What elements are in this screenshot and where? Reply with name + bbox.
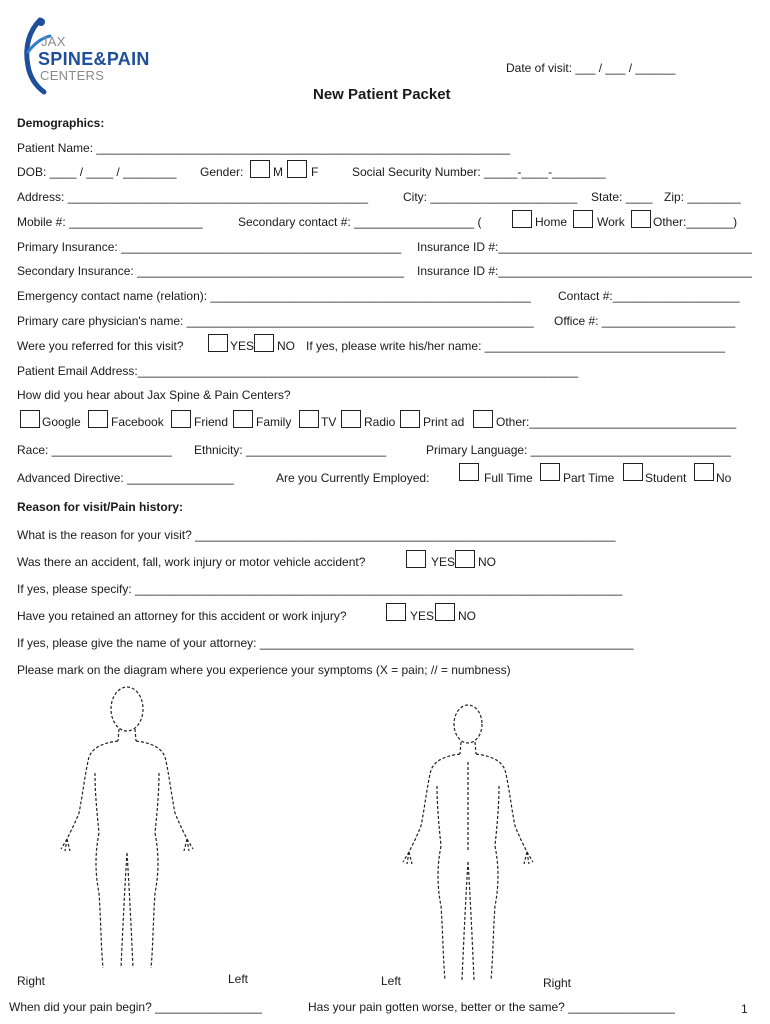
logo-line2: SPINE&PAIN: [38, 49, 150, 69]
facebook-checkbox[interactable]: [88, 410, 108, 428]
primary-insurance-field[interactable]: Primary Insurance: __________________________________________: [17, 240, 402, 254]
referred-yes-label: YES: [230, 339, 255, 353]
attorney-yes-checkbox[interactable]: [386, 603, 406, 621]
other-hear-checkbox[interactable]: [473, 410, 493, 428]
mobile-field[interactable]: Mobile #: ____________________: [17, 215, 203, 229]
emergency-contact-number-field[interactable]: Contact #:___________________: [558, 289, 740, 303]
full-time-label: Full Time: [484, 471, 533, 485]
pain-begin-field[interactable]: When did your pain begin? ________________: [9, 1000, 262, 1014]
referred-label: Were you referred for this visit?: [17, 339, 184, 353]
referred-no-label: NO: [277, 339, 295, 353]
gender-label: Gender:: [200, 165, 244, 179]
gender-m-label: M: [273, 165, 283, 179]
accident-label: Was there an accident, fall, work injury or motor vehicle accident?: [17, 555, 366, 569]
student-checkbox[interactable]: [623, 463, 643, 481]
office-number-field[interactable]: Office #: ____________________: [554, 314, 736, 328]
primary-insurance-id-field[interactable]: Insurance ID #:______________________________________: [417, 240, 752, 254]
visit-reason-field[interactable]: What is the reason for your visit? _______________________________________________________________: [17, 528, 616, 542]
back-left-label: Left: [381, 974, 402, 988]
google-label: Google: [42, 415, 81, 429]
gender-f-label: F: [311, 165, 319, 179]
pcp-name-field[interactable]: Primary care physician's name: ____________________________________________________: [17, 314, 534, 328]
back-right-label: Right: [543, 976, 572, 990]
front-left-label: Left: [228, 972, 249, 986]
work-label: Work: [597, 215, 625, 229]
state-field[interactable]: State: ____: [591, 190, 653, 204]
emergency-contact-name-field[interactable]: Emergency contact name (relation): ________________________________________________: [17, 289, 531, 303]
attorney-label: Have you retained an attorney for this accident or work injury?: [17, 609, 347, 623]
attorney-no-label: NO: [458, 609, 476, 623]
logo-line1: JAX: [41, 34, 66, 49]
radio-checkbox[interactable]: [341, 410, 361, 428]
demographics-heading: Demographics:: [17, 116, 105, 130]
history-heading: Reason for visit/Pain history:: [17, 500, 184, 514]
accident-specify-field[interactable]: If yes, please specify: _________________________________________________________________________: [17, 582, 623, 596]
employed-label: Are you Currently Employed:: [276, 471, 430, 485]
hear-about-label: How did you hear about Jax Spine & Pain Centers?: [17, 388, 291, 402]
body-diagram-front[interactable]: [55, 683, 215, 983]
referred-no-checkbox[interactable]: [254, 334, 274, 352]
family-checkbox[interactable]: [233, 410, 253, 428]
secondary-insurance-field[interactable]: Secondary Insurance: ________________________________________: [17, 264, 405, 278]
logo-line3: CENTERS: [40, 68, 105, 83]
google-checkbox[interactable]: [20, 410, 40, 428]
language-field[interactable]: Primary Language: ______________________________: [426, 443, 731, 457]
facebook-label: Facebook: [111, 415, 164, 429]
accident-no-label: NO: [478, 555, 496, 569]
pain-change-field[interactable]: Has your pain gotten worse, better or the same? ________________: [308, 1000, 675, 1014]
address-field[interactable]: Address: _____________________________________________: [17, 190, 369, 204]
part-time-label: Part Time: [563, 471, 615, 485]
city-field[interactable]: City: ______________________: [403, 190, 578, 204]
tv-label: TV: [321, 415, 337, 429]
ethnicity-field[interactable]: Ethnicity: _____________________: [194, 443, 387, 457]
tv-checkbox[interactable]: [299, 410, 319, 428]
work-checkbox[interactable]: [573, 210, 593, 228]
accident-yes-checkbox[interactable]: [406, 550, 426, 568]
front-right-label: Right: [17, 974, 46, 988]
student-label: Student: [645, 471, 687, 485]
diagram-instructions: Please mark on the diagram where you experience your symptoms (X = pain; // = numbness): [17, 663, 511, 677]
attorney-yes-label: YES: [410, 609, 435, 623]
other-contact-checkbox[interactable]: [631, 210, 651, 228]
patient-name-field[interactable]: Patient Name: ______________________________________________________________: [17, 141, 511, 155]
zip-field[interactable]: Zip: ________: [664, 190, 741, 204]
gender-f-checkbox[interactable]: [287, 160, 307, 178]
print-ad-label: Print ad: [423, 415, 465, 429]
full-time-checkbox[interactable]: [459, 463, 479, 481]
page-title: New Patient Packet: [313, 86, 451, 103]
home-checkbox[interactable]: [512, 210, 532, 228]
radio-label: Radio: [364, 415, 396, 429]
home-label: Home: [535, 215, 568, 229]
date-of-visit[interactable]: Date of visit: ___ / ___ / ______: [506, 61, 676, 75]
advanced-directive-field[interactable]: Advanced Directive: ________________: [17, 471, 234, 485]
referred-name-field[interactable]: If yes, please write his/her name: ____________________________________: [306, 339, 726, 353]
family-label: Family: [256, 415, 292, 429]
attorney-name-field[interactable]: If yes, please give the name of your attorney: ________________________________________________________: [17, 636, 634, 650]
other-contact-field[interactable]: Other:_______): [653, 215, 738, 229]
part-time-checkbox[interactable]: [540, 463, 560, 481]
referred-yes-checkbox[interactable]: [208, 334, 228, 352]
accident-no-checkbox[interactable]: [455, 550, 475, 568]
secondary-contact-field[interactable]: Secondary contact #: __________________ (: [238, 215, 482, 229]
friend-label: Friend: [194, 415, 229, 429]
friend-checkbox[interactable]: [171, 410, 191, 428]
secondary-insurance-id-field[interactable]: Insurance ID #:______________________________________: [417, 264, 752, 278]
attorney-no-checkbox[interactable]: [435, 603, 455, 621]
other-hear-field[interactable]: Other:_______________________________: [496, 415, 737, 429]
gender-m-checkbox[interactable]: [250, 160, 270, 178]
ssn-field[interactable]: Social Security Number: _____-____-________: [352, 165, 606, 179]
email-field[interactable]: Patient Email Address:__________________________________________________________________: [17, 364, 579, 378]
race-field[interactable]: Race: __________________: [17, 443, 172, 457]
print-ad-checkbox[interactable]: [400, 410, 420, 428]
body-diagram-back[interactable]: [393, 702, 543, 992]
page-number: 1: [741, 1002, 748, 1016]
employed-no-label: No: [716, 471, 732, 485]
accident-yes-label: YES: [431, 555, 456, 569]
employed-no-checkbox[interactable]: [694, 463, 714, 481]
dob-field[interactable]: DOB: ____ / ____ / ________: [17, 165, 177, 179]
